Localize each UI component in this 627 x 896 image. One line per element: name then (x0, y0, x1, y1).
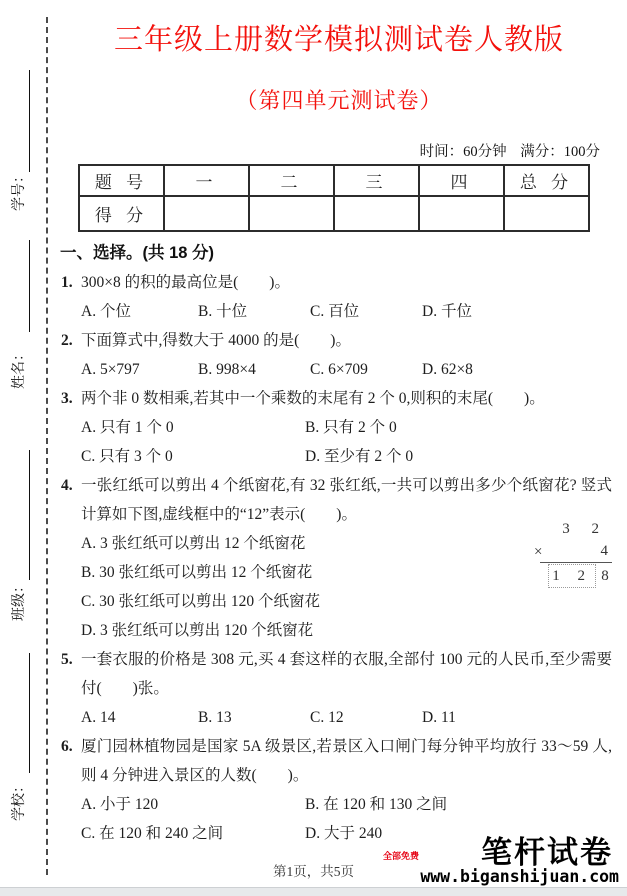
question-stem: 厦门园林植物园是国家 5A 级景区,若景区入口闸门每分钟平均放行 33～59 人,则 4 分钟进入景区的人数( )。 (81, 738, 612, 784)
option-b: B. 30 张红纸可以剪出 12 个纸窗花 (81, 564, 313, 581)
fold-dashed-line (46, 17, 48, 875)
score-header-part-1: 一 (164, 165, 249, 196)
product-boxed-digits: 1 2 (548, 564, 596, 588)
school-blank-line (29, 653, 30, 773)
option-a: A. 3 张红纸可以剪出 12 个纸窗花 (81, 535, 306, 552)
option-d: D. 11 (422, 709, 456, 726)
option-d: D. 62×8 (422, 361, 473, 378)
question-1 (60, 268, 618, 326)
score-row-label: 得 分 (79, 196, 164, 231)
question-number: 6. (61, 738, 73, 755)
option-b: B. 13 (198, 709, 232, 726)
brand-free-badge: 全部免费 (383, 851, 420, 861)
brand-url: www.biganshijuan.com (420, 867, 619, 886)
question-number: 2. (61, 332, 73, 349)
product-row (540, 563, 612, 588)
score-cell-empty (334, 196, 419, 231)
question-options (81, 413, 612, 471)
option-a: A. 只有 1 个 0 (81, 419, 174, 436)
score-header-part-4: 四 (419, 165, 504, 196)
page-title: 三年级上册数学模拟测试卷人教版 (113, 24, 564, 56)
option-b: B. 十位 (198, 303, 248, 320)
score-cell-empty (164, 196, 249, 231)
option-c: C. 12 (310, 709, 344, 726)
student-id-label: 学号： (12, 169, 27, 211)
score-header-question-no: 题 号 (79, 165, 164, 196)
option-d: D. 至少有 2 个 0 (305, 448, 414, 465)
multiplier-row (534, 540, 612, 563)
brand-name: 笔杆试卷 (481, 835, 613, 870)
vertical-multiplication-figure (534, 518, 612, 588)
question-options (81, 297, 612, 326)
class-label: 班级： (12, 579, 27, 621)
option-d: D. 大于 240 (305, 825, 383, 842)
question-stem: 一张红纸可以剪出 4 个纸窗花,有 32 张红纸,一共可以剪出多少个纸窗花? 竖式计算如下图,虚线框中的“12”表示( )。 (81, 477, 612, 523)
times-sign: × (534, 544, 543, 560)
product-last-digit: 8 (601, 568, 609, 584)
option-d: D. 3 张红纸可以剪出 120 个纸窗花 (81, 622, 314, 639)
page-number: 第1页，共5页 (273, 864, 354, 879)
name-label: 姓名： (12, 347, 27, 389)
page-subtitle: （第四单元测试卷） (235, 88, 443, 113)
section-title: 一、选择。(共 18 分) (60, 244, 215, 262)
score-cell-empty (504, 196, 589, 231)
option-b: B. 在 120 和 130 之间 (305, 796, 448, 813)
score-cell-empty (249, 196, 334, 231)
option-c: C. 30 张红纸可以剪出 120 个纸窗花 (81, 593, 320, 610)
name-blank-line (29, 240, 30, 332)
score-cell-empty (419, 196, 504, 231)
page-bottom-bar (0, 887, 627, 896)
question-number: 3. (61, 390, 73, 407)
multiplier: 4 (600, 543, 608, 559)
score-header-part-2: 二 (249, 165, 334, 196)
option-c: C. 在 120 和 240 之间 (81, 825, 224, 842)
option-b: B. 只有 2 个 0 (305, 419, 397, 436)
option-b: B. 998×4 (198, 361, 256, 378)
question-6 (60, 732, 618, 848)
student-id-blank-line (29, 70, 30, 172)
question-stem: 300×8 的积的最高位是( )。 (81, 274, 290, 291)
option-a: A. 小于 120 (81, 796, 159, 813)
school-label: 学校： (12, 779, 27, 821)
question-options (81, 355, 612, 384)
exam-time: 时间：60分钟 (419, 144, 507, 160)
score-header-part-3: 三 (334, 165, 419, 196)
option-c: C. 只有 3 个 0 (81, 448, 173, 465)
option-c: C. 6×709 (310, 361, 368, 378)
question-stem: 下面算式中,得数大于 4000 的是( )。 (81, 332, 351, 349)
option-d: D. 千位 (422, 303, 472, 320)
option-a: A. 个位 (81, 303, 131, 320)
class-blank-line (29, 450, 30, 580)
question-5 (60, 645, 618, 732)
question-number: 5. (61, 651, 73, 668)
exam-meta (60, 140, 618, 161)
multiplicand: 3 2 (562, 521, 608, 537)
option-c: C. 百位 (310, 303, 360, 320)
score-table-header-row (79, 165, 589, 196)
question-options (81, 529, 501, 645)
question-number: 1. (61, 274, 73, 291)
question-4 (60, 471, 618, 645)
main-content (60, 22, 618, 848)
score-table-score-row (79, 196, 589, 231)
question-options (81, 703, 612, 732)
question-stem: 两个非 0 数相乘,若其中一个乘数的末尾有 2 个 0,则积的末尾( )。 (81, 390, 545, 407)
brand-logo (381, 835, 619, 886)
exam-full-score: 满分：100分 (520, 144, 600, 160)
score-header-total: 总 分 (504, 165, 589, 196)
question-number: 4. (61, 477, 73, 494)
question-stem: 一套衣服的价格是 308 元,买 4 套这样的衣服,全部付 100 元的人民币,至少需要付( )张。 (81, 651, 612, 697)
score-table (78, 164, 590, 232)
question-3 (60, 384, 618, 471)
option-a: A. 14 (81, 709, 116, 726)
question-2 (60, 326, 618, 384)
option-a: A. 5×797 (81, 361, 140, 378)
